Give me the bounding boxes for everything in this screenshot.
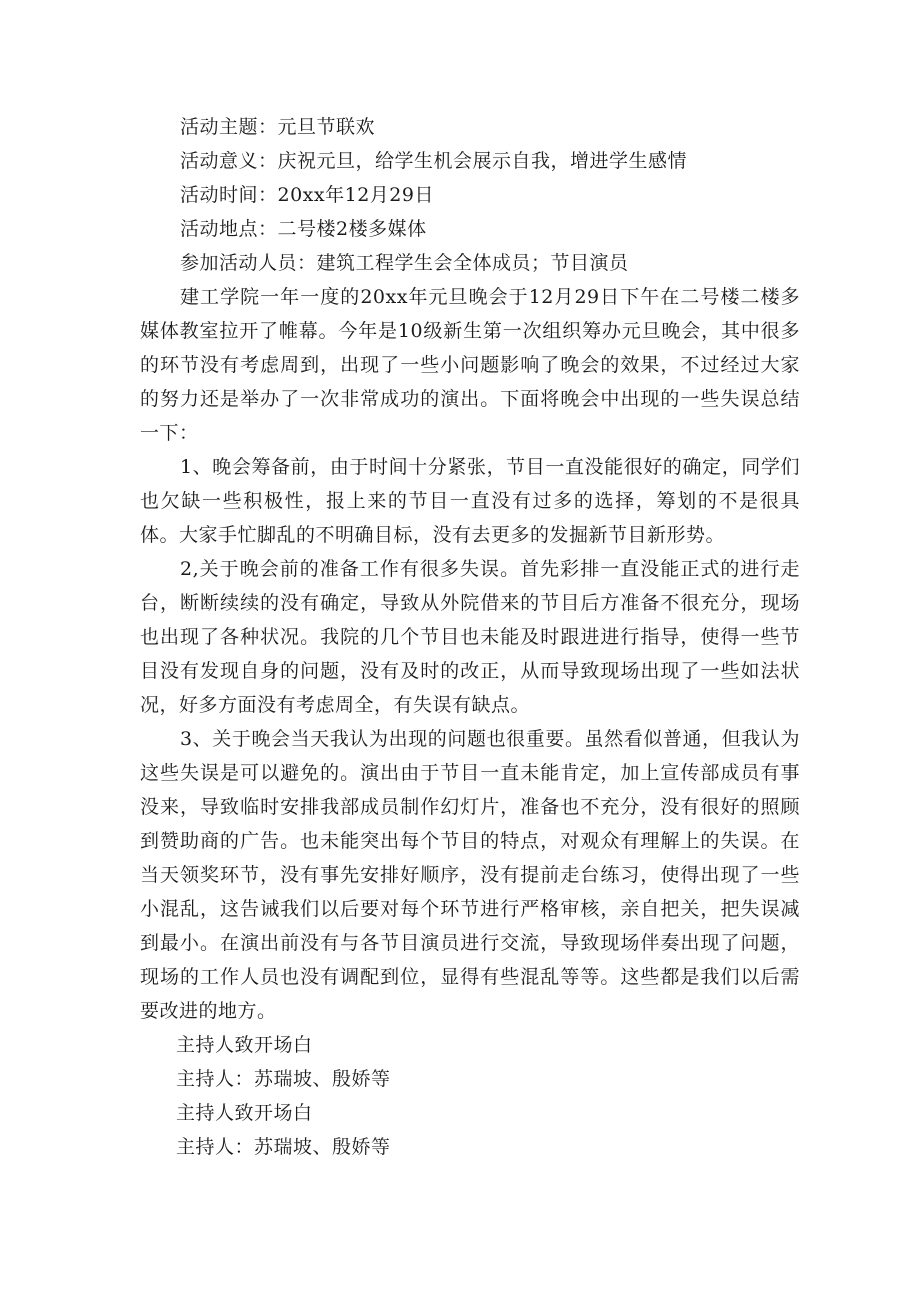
activity-info-block	[140, 110, 800, 280]
point-2-paragraph: 2,关于晚会前的准备工作有很多失误。首先彩排一直没能正式的进行走台，断断续续的没有确定，导致从外院借来的节目后方准备不很充分，现场也出现了各种状况。我院的几个节目也未能及时跟进进行指导，使得一些节目没有发现自身的问题，没有及时的改正，从而导致现场出现了一些如法状况，好多方面没有考虑周全，有失误有缺点。	[140, 558, 800, 716]
info-participants: 参加活动人员：建筑工程学生会全体成员；节目演员	[180, 252, 629, 274]
info-meaning: 活动意义：庆祝元旦，给学生机会展示自我，增进学生感情	[180, 150, 688, 172]
document-body	[140, 110, 800, 1164]
host-opening-line-repeat: 主持人致开场白	[176, 1102, 313, 1124]
intro-paragraph: 建工学院一年一度的20xx年元旦晚会于12月29日下午在二号楼二楼多媒体教室拉开了帷幕。今年是10级新生第一次组织筹办元旦晚会，其中很多的环节没有考虑周到，出现了一些小问题影响了晚会的效果，不过经过大家的努力还是举办了一次非常成功的演出。下面将晚会中出现的一些失误总结一下：	[140, 286, 800, 444]
summary-body	[140, 280, 800, 1028]
host-block	[140, 1028, 800, 1164]
info-location: 活动地点：二号楼2楼多媒体	[180, 218, 427, 240]
host-opening-line: 主持人致开场白	[176, 1034, 313, 1056]
host-names-line-repeat: 主持人：苏瑞坡、殷娇等	[176, 1136, 391, 1158]
point-1-paragraph: 1、晚会筹备前，由于时间十分紧张，节目一直没能很好的确定，同学们也欠缺一些积极性，报上来的节目一直没有过多的选择，筹划的不是很具体。大家手忙脚乱的不明确目标，没有去更多的发掘新节目新形势。	[140, 456, 800, 546]
info-theme: 活动主题：元旦节联欢	[180, 116, 376, 138]
info-time: 活动时间：20xx年12月29日	[180, 184, 434, 206]
host-names-line: 主持人：苏瑞坡、殷娇等	[176, 1068, 391, 1090]
point-3-paragraph: 3、关于晚会当天我认为出现的问题也很重要。虽然看似普通，但我认为这些失误是可以避免的。演出由于节目一直未能肯定，加上宣传部成员有事没来，导致临时安排我部成员制作幻灯片，准备也不充分，没有很好的照顾到赞助商的广告。也未能突出每个节目的特点，对观众有理解上的失误。在当天领奖环节，没有事先安排好顺序，没有提前走台练习，使得出现了一些小混乱，这告诫我们以后要对每个环节进行严格审核，亲自把关，把失误减到最小。在演出前没有与各节目演员进行交流，导致现场伴奏出现了问题，现场的工作人员也没有调配到位，显得有些混乱等等。这些都是我们以后需要改进的地方。	[140, 728, 800, 1022]
